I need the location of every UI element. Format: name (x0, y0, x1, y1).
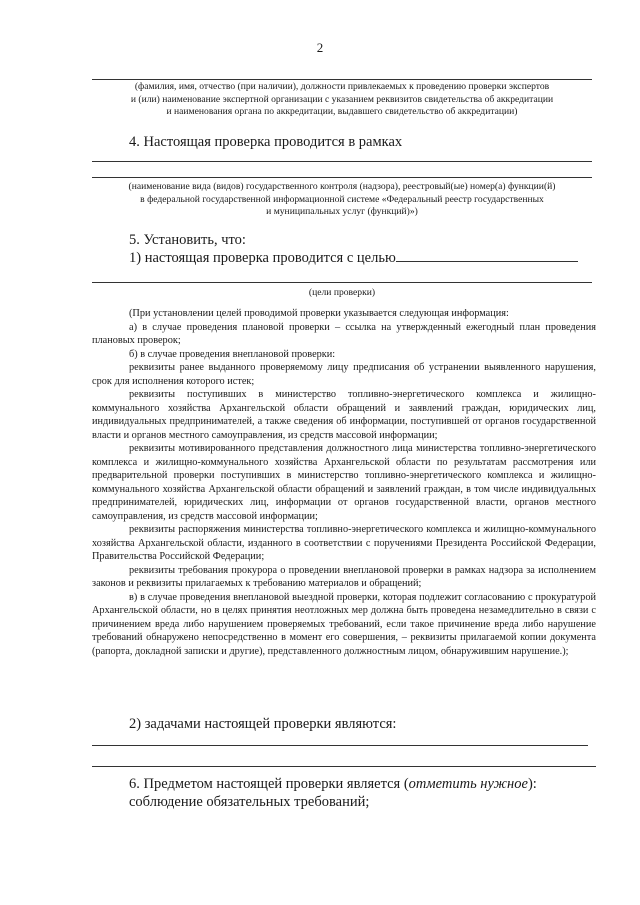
section5-item1 (129, 249, 578, 267)
heading-text: ): (527, 776, 537, 792)
heading-text: 6. Предметом настоящей проверки является ( (129, 776, 409, 792)
tasks-fill-line (92, 745, 588, 746)
caption-line: (фамилия, имя, отчество (при наличии), должности привлекаемых к проведению проверки экспертов (134, 81, 550, 92)
paragraph: реквизиты распоряжения министерства топливно-энергетического комплекса и жилищно-коммунального хозяйства Архангельской области, изданного в соответствии с поручениями Президента Российской Федерации, Правительства Российской Федерации; (92, 524, 596, 562)
paragraph: (При установлении целей проводимой проверки указывается следующая информация: (129, 308, 509, 319)
section4-heading: 4. Настоящая проверка проводится в рамках (129, 134, 403, 150)
paragraph: б) в случае проведения внеплановой проверки: (129, 348, 336, 360)
section4-fill-line (92, 177, 592, 178)
paragraph: реквизиты мотивированного представления должностного лица министерства топливно-энергетического комплекса и жилищно-коммунального хозяйства Архангельской области по результатам рассмотрения или предварительной проверки поступивших в министерство топливно-энергетического комплекса и жилищно-коммунального хозяйства Архангельской области обращений и заявлений граждан, в том числе индивидуальных предпринимателей, юридических лиц, информации от органов государственной власти, органов местного самоуправления, из средств массовой информации; (92, 443, 596, 522)
paragraph: реквизиты ранее выданного проверяемому лицу предписания об устранении выявленного нарушения, срок для исполнения которого истек; (92, 362, 596, 387)
tasks-fill-line (92, 766, 596, 767)
experts-caption (92, 81, 592, 119)
section5-item2: 2) задачами настоящей проверки являются: (129, 716, 397, 732)
item1-fill-line (396, 249, 578, 262)
paragraph: в) в случае проведения внеплановой выездной проверки, которая подлежит согласованию с прокуратурой Архангельской области, но в целях принятия неотложных мер должна быть проведена незамедлительно в связи с причинением вреда либо нарушением проверяемых требований, если такое причинение вреда либо нарушение требований обнаружено непосредственно в момент его совершения, – реквизиты прилагаемой копии документа (рапорта, докладной записки и другие), представленного должностным лицом, обнаружившим нарушение.); (92, 591, 596, 657)
paragraph: реквизиты требования прокурора о проведении внеплановой проверки в рамках надзора за исполнением законов и реквизиты прилагаемых к требованию материалов и обращений; (92, 564, 596, 589)
caption-line: и (или) наименование экспертной организации с указанием реквизитов свидетельства об аккредитации (130, 93, 554, 105)
section5-fill-line (92, 282, 592, 283)
section6-heading (129, 775, 537, 793)
page-number: 2 (316, 40, 324, 55)
goal-instructions (92, 307, 596, 658)
section4-caption (92, 181, 592, 219)
paragraph: а) в случае проведения плановой проверки – ссылка на утвержденный ежегодный план проведения плановых проверок; (92, 321, 596, 346)
section5-heading: 5. Установить, что: (129, 232, 246, 248)
caption-line: (наименование вида (видов) государственного контроля (надзора), реестровый(ые) номер(а) функции(й) (128, 181, 556, 192)
caption-line: в федеральной государственной информационной системе «Федеральный реестр государственных (140, 193, 544, 205)
caption-line: и муниципальных услуг (функций)») (266, 206, 418, 217)
section6-line1: соблюдение обязательных требований; (129, 794, 370, 810)
caption-line: и наименования органа по аккредитации, выдавшего свидетельство об аккредитации) (166, 106, 518, 117)
heading-italic: отметить нужное (408, 776, 528, 792)
goal-caption: (цели проверки) (308, 287, 376, 298)
section4-fill-line (92, 161, 592, 162)
paragraph: реквизиты поступивших в министерство топливно-энергетического комплекса и жилищно-коммунального хозяйства Архангельской области обращений и заявлений граждан, юридических лиц, индивидуальных предпринимателей, а также сведения об информации, поступившей от органов государственной власти и органов местного самоуправления, из средств массовой информации; (92, 389, 596, 441)
item1-label: 1) настоящая проверка проводится с целью (129, 250, 396, 266)
experts-fill-line (92, 79, 592, 80)
